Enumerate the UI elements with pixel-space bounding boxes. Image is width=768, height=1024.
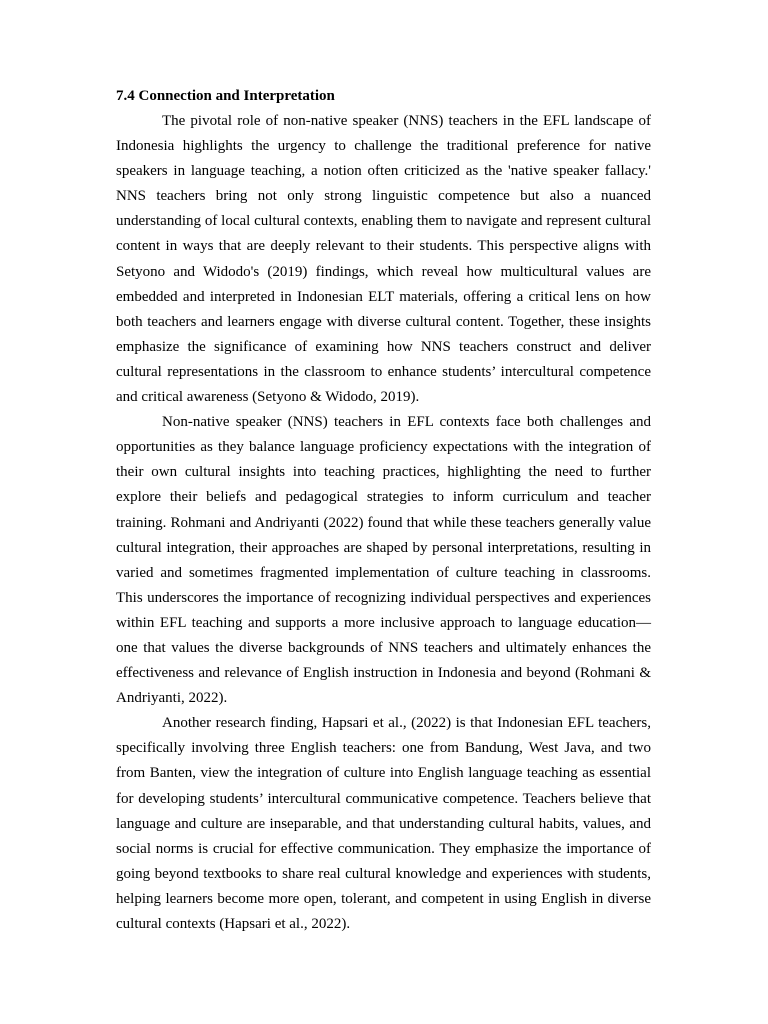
paragraph-nns-challenges: Non-native speaker (NNS) teachers in EFL contexts face both challenges and opportunities as they balance language proficiency expectations with the integration of their own cultural insights into teaching practices, highlighting the need to further explore their beliefs and pedagogical strategies to inform curriculum and teacher training. Rohmani and Andriyanti (2022) found that while these teachers generally value cultural integration, their approaches are shaped by personal interpretations, resulting in varied and sometimes fragmented implementation of culture teaching in classrooms. This underscores the importance of recognizing individual perspectives and experiences within EFL teaching and supports a more inclusive approach to language education—one that values the diverse backgrounds of NNS teachers and ultimately enhances the effectiveness and relevance of English instruction in Indonesia and beyond (Rohmani & Andriyanti, 2022). (116, 414, 651, 707)
paragraph-nns-role: The pivotal role of non-native speaker (NNS) teachers in the EFL landscape of Indonesia highlights the urgency to challenge the traditional preference for native speakers in language teaching, a notion often criticized as the 'native speaker fallacy.' NNS teachers bring not only strong linguistic competence but also a nuanced understanding of local cultural contexts, enabling them to navigate and represent cultural content in ways that are deeply relevant to their students. This perspective aligns with Setyono and Widodo's (2019) findings, which reveal how multicultural values are embedded and interpreted in Indonesian ELT materials, offering a critical lens on how both teachers and learners engage with diverse cultural content. Together, these insights emphasize the significance of examining how NNS teachers construct and deliver cultural representations in the classroom to enhance students’ intercultural competence and critical awareness (Setyono & Widodo, 2019). (116, 113, 651, 406)
document-page (116, 84, 651, 937)
section-heading: 7.4 Connection and Interpretation (116, 88, 335, 104)
paragraph-hapsari-findings: Another research finding, Hapsari et al., (2022) is that Indonesian EFL teachers, specifically involving three English teachers: one from Bandung, West Java, and two from Banten, view the integration of culture into English language teaching as essential for developing students’ intercultural communicative competence. Teachers believe that language and culture are inseparable, and that understanding cultural habits, values, and social norms is crucial for effective communication. They emphasize the importance of going beyond textbooks to share real cultural knowledge and experiences with students, helping learners become more open, tolerant, and competent in using English in diverse cultural contexts (Hapsari et al., 2022). (116, 715, 651, 932)
